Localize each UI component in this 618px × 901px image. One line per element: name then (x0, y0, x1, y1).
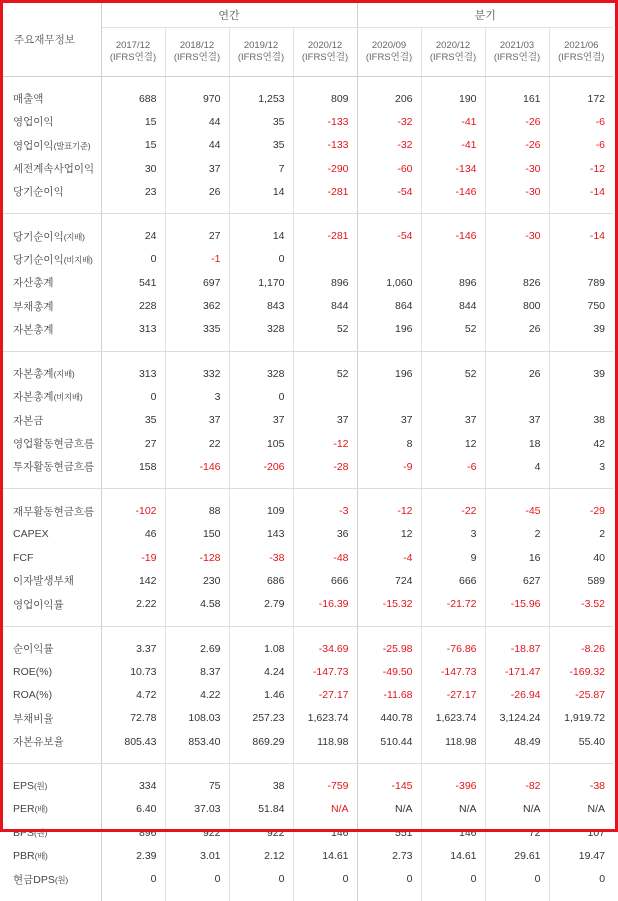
value-cell: N/A (357, 798, 421, 821)
period-date: 2020/12 (435, 40, 471, 51)
value-cell: -49.50 (357, 660, 421, 683)
value-cell: 853.40 (165, 730, 229, 764)
value-cell: -34.69 (293, 626, 357, 660)
value-cell: 39 (549, 318, 613, 352)
value-cell: -38 (229, 546, 293, 569)
value-cell: 42 (593, 437, 606, 450)
value-cell: 896 (293, 271, 357, 294)
value-cell: 2.39 (101, 844, 165, 867)
row-label: 매출액 (3, 77, 101, 111)
value-cell: -146 (421, 214, 485, 248)
value-cell: -11.68 (357, 684, 421, 707)
row-label: 영업이익률 (3, 593, 101, 627)
value-cell: -102 (101, 489, 165, 523)
value-cell: -21.72 (421, 593, 485, 627)
value-cell: 26 (485, 318, 549, 352)
value-cell: 16 (485, 546, 549, 569)
value-cell: 4 (485, 455, 549, 489)
value-cell: 6.40 (101, 798, 165, 821)
value-cell: -60 (357, 157, 421, 180)
value-cell: -146 (421, 180, 485, 214)
value-cell: -12 (293, 432, 357, 455)
value-cell: 10.73 (101, 660, 165, 683)
row-label: 당기순이익(지배) (3, 214, 101, 248)
value-cell: -206 (229, 455, 293, 489)
row-label: 자본총계(지배) (3, 351, 101, 385)
value-cell: -41 (421, 134, 485, 157)
value-cell: -6 (421, 455, 485, 489)
value-cell: -38 (589, 780, 606, 793)
value-cell: -76.86 (421, 626, 485, 660)
value-cell: 52 (421, 318, 485, 352)
value-cell: -14 (549, 180, 613, 214)
row-label: 영업이익(발표기준) (3, 134, 101, 157)
value-cell: 510.44 (357, 730, 421, 764)
value-cell: 4.72 (101, 684, 165, 707)
corner-label: 주요재무정보 (3, 3, 101, 77)
value-cell: 922 (229, 821, 293, 844)
value-cell: 1,623.74 (421, 707, 485, 730)
value-cell: 2 (599, 528, 606, 541)
value-cell: 0 (421, 868, 485, 901)
value-cell: 107 (587, 826, 606, 839)
value-cell: 37 (421, 409, 485, 432)
value-cell: 48.49 (485, 730, 549, 764)
value-cell: N/A (421, 798, 485, 821)
value-cell: 750 (587, 300, 606, 313)
value-cell: 1,253 (229, 77, 293, 111)
value-cell: 14 (229, 214, 293, 248)
period-date: 2021/03 (499, 40, 535, 51)
value-cell: 0 (229, 248, 293, 271)
value-cell: -147.73 (293, 660, 357, 683)
value-cell: 2.69 (165, 626, 229, 660)
value-cell: 35 (229, 134, 293, 157)
period-basis: (IFRS연결) (173, 52, 221, 63)
value-cell: N/A (587, 803, 606, 816)
value-cell: 44 (165, 110, 229, 133)
value-cell: 109 (229, 489, 293, 523)
value-cell: 789 (587, 276, 606, 289)
value-cell: -14 (589, 230, 606, 243)
value-cell: 14 (229, 180, 293, 214)
value-cell: -29 (589, 505, 606, 518)
value-cell: 72 (485, 821, 549, 844)
value-cell: -290 (293, 157, 357, 180)
value-cell: -147.73 (421, 660, 485, 683)
value-cell: -6 (595, 115, 606, 128)
value-cell: 46 (101, 523, 165, 546)
value-cell: -30 (485, 180, 549, 214)
value-cell: 627 (485, 569, 549, 592)
value-cell: 23 (101, 180, 165, 214)
period-basis: (IFRS연결) (109, 52, 157, 63)
value-cell: -6 (595, 139, 606, 152)
value-cell: 2 (485, 523, 549, 546)
value-cell: 4.24 (229, 660, 293, 683)
value-cell: 7 (229, 157, 293, 180)
value-cell: 8 (357, 432, 421, 455)
value-cell: 697 (165, 271, 229, 294)
value-cell: 72.78 (101, 707, 165, 730)
value-cell: -18.87 (485, 626, 549, 660)
value-cell: -9 (357, 455, 421, 489)
value-cell: -30 (485, 214, 549, 248)
value-cell: 39 (593, 367, 606, 380)
value-cell: 230 (165, 569, 229, 592)
row-label: EPS(원) (3, 764, 101, 798)
row-label: 부채비율 (3, 707, 101, 730)
value-cell: 686 (229, 569, 293, 592)
value-cell: 52 (421, 351, 485, 385)
value-cell: 0 (229, 868, 293, 901)
value-cell: 666 (293, 569, 357, 592)
value-cell: 146 (421, 821, 485, 844)
row-label: PER(배) (3, 798, 101, 821)
row-label: 자본금 (3, 409, 101, 432)
value-cell: 328 (229, 318, 293, 352)
value-cell: 118.98 (421, 730, 485, 764)
value-cell: -145 (357, 764, 421, 798)
value-cell: 970 (165, 77, 229, 111)
value-cell: -32 (357, 134, 421, 157)
value-cell: 37 (165, 157, 229, 180)
value-cell: 12 (421, 432, 485, 455)
row-label: 자본총계(비지배) (3, 385, 101, 408)
row-label: 영업이익 (3, 110, 101, 133)
value-cell: -146 (165, 455, 229, 489)
value-cell: 896 (101, 821, 165, 844)
period-basis: (IFRS연결) (301, 52, 349, 63)
value-cell: -27.17 (421, 684, 485, 707)
value-cell: 196 (357, 318, 421, 352)
value-cell: 172 (587, 92, 606, 105)
value-cell: 52 (293, 318, 357, 352)
value-cell: 142 (101, 569, 165, 592)
row-label: 자본유보율 (3, 730, 101, 764)
period-date: 2021/06 (564, 40, 599, 51)
value-cell: -22 (421, 489, 485, 523)
row-label: 부채총계 (3, 294, 101, 317)
value-cell: 844 (421, 294, 485, 317)
value-cell: 18 (485, 432, 549, 455)
value-cell: 3,124.24 (485, 707, 549, 730)
value-cell: 36 (293, 523, 357, 546)
value-cell: 1,060 (357, 271, 421, 294)
value-cell: 75 (165, 764, 229, 798)
value-cell: 2.73 (357, 844, 421, 867)
value-cell: -134 (421, 157, 485, 180)
value-cell: -281 (293, 214, 357, 248)
value-cell: 0 (101, 868, 165, 901)
value-cell: 666 (421, 569, 485, 592)
value-cell: 1,170 (229, 271, 293, 294)
value-cell: 1,919.72 (564, 712, 606, 725)
value-cell: -54 (357, 214, 421, 248)
value-cell: 0 (485, 868, 549, 901)
value-cell: 332 (165, 351, 229, 385)
value-cell: -396 (421, 764, 485, 798)
value-cell: -25.87 (575, 689, 606, 702)
value-cell: -8.26 (581, 642, 606, 655)
value-cell: -169.32 (569, 665, 606, 678)
row-label: PBR(배) (3, 844, 101, 867)
value-cell: 809 (293, 77, 357, 111)
value-cell: 44 (165, 134, 229, 157)
value-cell: 3.37 (101, 626, 165, 660)
value-cell: 30 (101, 157, 165, 180)
value-cell: -128 (165, 546, 229, 569)
value-cell: 2.12 (229, 844, 293, 867)
value-cell: 3 (165, 385, 229, 408)
row-label: ROA(%) (3, 684, 101, 707)
value-cell: -48 (293, 546, 357, 569)
value-cell: 3 (421, 523, 485, 546)
value-cell: -54 (357, 180, 421, 214)
period-date: 2019/12 (243, 40, 279, 51)
value-cell: 313 (101, 318, 165, 352)
period-basis: (IFRS연결) (429, 52, 477, 63)
value-cell: 55.40 (549, 730, 613, 764)
value-cell: 206 (357, 77, 421, 111)
period-date: 2020/12 (307, 40, 343, 51)
value-cell: 37 (229, 409, 293, 432)
value-cell: -82 (485, 764, 549, 798)
value-cell: 4.58 (165, 593, 229, 627)
value-cell: 105 (229, 432, 293, 455)
value-cell: -759 (293, 764, 357, 798)
value-cell: 896 (421, 271, 485, 294)
value-cell: -16.39 (293, 593, 357, 627)
value-cell: 1,623.74 (293, 707, 357, 730)
row-label: CAPEX (3, 523, 101, 546)
value-cell: 143 (229, 523, 293, 546)
value-cell: -12 (589, 162, 606, 175)
value-cell: -171.47 (485, 660, 549, 683)
value-cell: -32 (357, 110, 421, 133)
row-label: 세전계속사업이익 (3, 157, 101, 180)
value-cell: 362 (165, 294, 229, 317)
value-cell: -15.32 (357, 593, 421, 627)
value-cell: 38 (229, 764, 293, 798)
value-cell: 843 (229, 294, 293, 317)
value-cell: -281 (293, 180, 357, 214)
row-label: 투자활동현금흐름 (3, 455, 101, 489)
value-cell: 0 (165, 868, 229, 901)
value-cell: 0 (293, 868, 357, 901)
value-cell: 108.03 (165, 707, 229, 730)
value-cell: -45 (485, 489, 549, 523)
value-cell: 688 (101, 77, 165, 111)
value-cell: 869.29 (229, 730, 293, 764)
value-cell: 4.22 (165, 684, 229, 707)
value-cell: 0 (599, 873, 606, 886)
row-label: 자본총계 (3, 318, 101, 352)
value-cell: 724 (357, 569, 421, 592)
annual-group-header: 연간 (101, 3, 357, 28)
row-label: 자산총계 (3, 271, 101, 294)
value-cell: -26 (485, 134, 549, 157)
value-cell: 0 (229, 385, 293, 408)
value-cell: 334 (101, 764, 165, 798)
row-label: 당기순이익(비지배) (3, 248, 101, 271)
value-cell: -30 (485, 157, 549, 180)
value-cell: 150 (165, 523, 229, 546)
row-label: FCF (3, 546, 101, 569)
value-cell: 26 (485, 351, 549, 385)
period-basis: (IFRS연결) (558, 52, 605, 63)
value-cell: 27 (101, 432, 165, 455)
value-cell: 35 (229, 110, 293, 133)
period-date: 2020/09 (371, 40, 407, 51)
value-cell: 14.61 (293, 844, 357, 867)
value-cell: 2.79 (229, 593, 293, 627)
value-cell: -3.52 (549, 593, 613, 627)
value-cell: N/A (485, 798, 549, 821)
period-basis: (IFRS연결) (493, 52, 541, 63)
value-cell: -3 (293, 489, 357, 523)
table-row (3, 844, 613, 867)
value-cell: 196 (357, 351, 421, 385)
period-basis: (IFRS연결) (237, 52, 285, 63)
value-cell: 228 (101, 294, 165, 317)
value-cell: 51.84 (229, 798, 293, 821)
row-label: 영업활동현금흐름 (3, 432, 101, 455)
value-cell: 922 (165, 821, 229, 844)
value-cell: 161 (485, 77, 549, 111)
value-cell: 37 (357, 409, 421, 432)
value-cell: -25.98 (357, 626, 421, 660)
value-cell: -4 (357, 546, 421, 569)
value-cell: 313 (101, 351, 165, 385)
value-cell: 844 (293, 294, 357, 317)
value-cell: -26.94 (485, 684, 549, 707)
value-cell: 12 (357, 523, 421, 546)
value-cell: 27 (165, 214, 229, 248)
value-cell: 800 (485, 294, 549, 317)
row-label: 이자발생부채 (3, 569, 101, 592)
value-cell: -41 (421, 110, 485, 133)
value-cell: 15 (101, 110, 165, 133)
row-label: 현금DPS(원) (3, 868, 101, 901)
value-cell: -27.17 (293, 684, 357, 707)
value-cell: 88 (165, 489, 229, 523)
value-cell: 1.46 (229, 684, 293, 707)
value-cell: 8.37 (165, 660, 229, 683)
quarter-group-header: 분기 (357, 3, 613, 28)
value-cell: -133 (293, 134, 357, 157)
value-cell: -12 (357, 489, 421, 523)
value-cell: 335 (165, 318, 229, 352)
period-basis: (IFRS연결) (365, 52, 413, 63)
value-cell: 0 (101, 248, 165, 271)
value-cell: 22 (165, 432, 229, 455)
row-label: ROE(%) (3, 660, 101, 683)
value-cell: 541 (101, 271, 165, 294)
value-cell: 9 (421, 546, 485, 569)
value-cell: 35 (101, 409, 165, 432)
value-cell: -26 (485, 110, 549, 133)
value-cell: 118.98 (293, 730, 357, 764)
value-cell: 37 (485, 409, 549, 432)
value-cell: 38 (593, 414, 606, 427)
value-cell: 37 (293, 409, 357, 432)
value-cell: 3 (549, 455, 613, 489)
value-cell: 826 (485, 271, 549, 294)
value-cell: 257.23 (229, 707, 293, 730)
value-cell: 1.08 (229, 626, 293, 660)
value-cell: 52 (293, 351, 357, 385)
value-cell: -28 (293, 455, 357, 489)
period-date: 2017/12 (115, 40, 151, 51)
value-cell: 19.47 (578, 849, 606, 862)
value-cell: 37 (165, 409, 229, 432)
value-cell: -1 (165, 248, 229, 271)
value-cell: 328 (229, 351, 293, 385)
value-cell: 2.22 (101, 593, 165, 627)
value-cell: 190 (421, 77, 485, 111)
value-cell: -15.96 (485, 593, 549, 627)
value-cell: 805.43 (101, 730, 165, 764)
value-cell: 440.78 (357, 707, 421, 730)
value-cell: 864 (357, 294, 421, 317)
row-label: 재무활동현금흐름 (3, 489, 101, 523)
value-cell: -19 (101, 546, 165, 569)
value-cell: N/A (293, 798, 357, 821)
value-cell: 589 (587, 574, 606, 587)
row-label: 순이익률 (3, 626, 101, 660)
value-cell: 146 (293, 821, 357, 844)
value-cell: 24 (101, 214, 165, 248)
row-label: BPS(원) (3, 821, 101, 844)
row-label: 당기순이익 (3, 180, 101, 214)
value-cell: 37.03 (165, 798, 229, 821)
value-cell: -133 (293, 110, 357, 133)
value-cell: 551 (357, 821, 421, 844)
value-cell: 3.01 (165, 844, 229, 867)
value-cell: 29.61 (485, 844, 549, 867)
value-cell: 15 (101, 134, 165, 157)
value-cell: 158 (101, 455, 165, 489)
value-cell: 14.61 (421, 844, 485, 867)
value-cell: 26 (165, 180, 229, 214)
period-date: 2018/12 (179, 40, 215, 51)
value-cell: 0 (101, 385, 165, 408)
value-cell: 0 (357, 868, 421, 901)
table-row (3, 868, 613, 901)
value-cell: 40 (593, 551, 606, 564)
